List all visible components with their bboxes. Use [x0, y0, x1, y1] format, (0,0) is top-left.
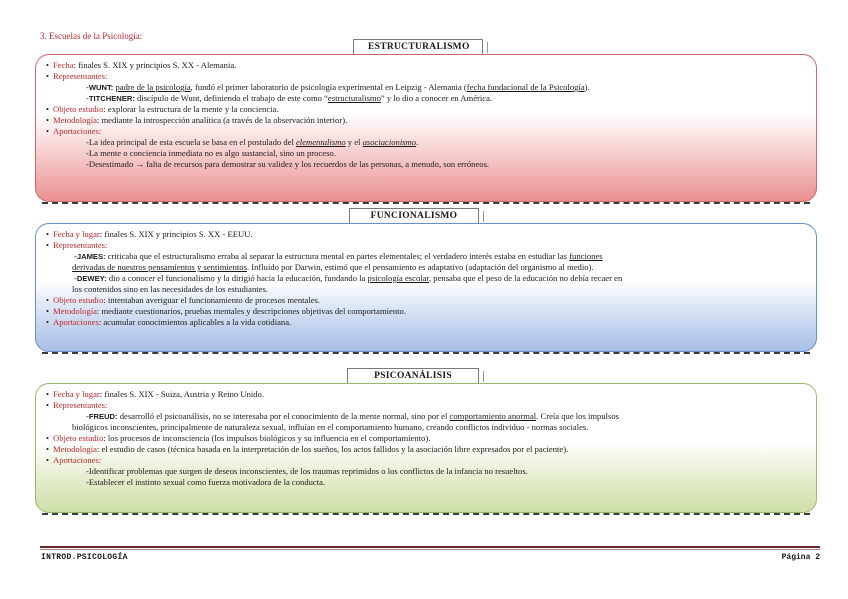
titchener-entry: -TITCHENER: discípulo de Wunt, definiendo el trabajo de este como “estructuralismo” y lo dio a conocer en América.: [86, 93, 493, 103]
estructuralismo-aportacion-2: -La mente o conciencia inmediata no es algo sustancial, sino un proceso.: [86, 148, 336, 158]
funcionalismo-representantes: • Representantes:: [46, 240, 108, 250]
estructuralismo-panel: [35, 54, 817, 202]
wunt-entry: -WUNT: padre de la psicología, fundó el primer laboratorio de psicología experimental en Leipzig - Alemania (fecha fundacional de la Psicología).: [86, 82, 590, 92]
freud-entry-cont: biológicos inconscientes, principalmente de naturaleza sexual, influían en el comportamiento humano, creando conflictos individuo - normas sociales.: [72, 422, 589, 432]
psicoanalisis-objeto: • Objeto estudio: los procesos de inconsciencia (los impulsos biológicos y su influencia en el comportamiento).: [46, 433, 431, 443]
footer-rule-thin: [40, 549, 820, 550]
estructuralismo-objeto: • Objeto estudio: explorar la estructura de la mente y la conciencia.: [46, 104, 279, 114]
footer-page-number: Página 2: [781, 553, 820, 562]
funcionalismo-title: FUNCIONALISMO: [349, 208, 479, 223]
estructuralismo-title: ESTRUCTURALISMO: [353, 39, 483, 54]
funcionalismo-metodologia: • Metodología: mediante cuestionarios, pruebas mentales y descripciones objetivas del comportamiento.: [46, 306, 406, 316]
panel-dash-border: [42, 513, 810, 515]
james-entry: -JAMES: criticaba que el estructuralismo erraba al separar la estructura mental en partes elementales; el verdadero interés estaba en estudiar las funciones: [74, 251, 603, 261]
estructuralismo-aportacion-1: -La idea principal de esta escuela se basa en el postulado del elementalismo y el asociacionismo.: [86, 137, 419, 147]
estructuralismo-fecha: • Fecha: finales S. XIX y principios S. XX - Alemania.: [46, 60, 237, 70]
psicoanalisis-fecha: • Fecha y lugar: finales S. XIX - Suiza, Austria y Reino Unido.: [46, 389, 264, 399]
psicoanalisis-representantes: • Representantes:: [46, 400, 108, 410]
psicoanalisis-metodologia: • Metodología: el estudio de casos (técnica basada en la interpretación de los sueños, los actos fallidos y la asociación libre expresados por el paciente).: [46, 444, 569, 454]
funcionalismo-aportaciones: • Aportaciones: acumular conocimientos aplicables a la vida cotidiana.: [46, 317, 292, 327]
estructuralismo-metodologia: • Metodología: mediante la introspección analítica (a través de la observación interior).: [46, 115, 348, 125]
estructuralismo-aportacion-3: -Desestimado → falta de recursos para demostrar su validez y los recuerdos de las personas, a menudo, son erróneos.: [86, 159, 490, 169]
estructuralismo-aportaciones: • Aportaciones:: [46, 126, 102, 136]
funcionalismo-panel: [35, 223, 817, 352]
dewey-entry-cont: los contenidos sino en las necesidades de los estudiantes.: [72, 284, 268, 294]
funcionalismo-objeto: • Objeto estudio: intentaban averiguar el funcionamiento de procesos mentales.: [46, 295, 321, 305]
estructuralismo-representantes: • Representantes:: [46, 71, 108, 81]
psicoanalisis-title: PSICOANÁLISIS: [347, 368, 479, 383]
psicoanalisis-aportacion-1: -Identificar problemas que surgen de deseos inconscientes, de los traumas reprimidos o los conflictos de la infancia no resueltos.: [86, 466, 528, 476]
dewey-entry: -DEWEY: dio a conocer el funcionalismo y la dirigió hacia la educación, fundando la psicología escolar, pensaba que el peso de la educación no debía recaer en: [74, 273, 623, 283]
psicoanalisis-aportacion-2: -Establecer el instinto sexual como fuerza motivadora de la conducta.: [86, 477, 326, 487]
section-heading: 3. Escuelas de la Psicología:: [40, 31, 143, 41]
footer-rule: [40, 546, 820, 548]
psicoanalisis-aportaciones: • Aportaciones:: [46, 455, 102, 465]
psicoanalisis-panel: [35, 383, 817, 513]
footer-course-title: INTROD.PSICOLOGÍA: [41, 553, 128, 562]
panel-dash-border: [42, 352, 810, 354]
funcionalismo-fecha: • Fecha y lugar: finales S. XIX y principios S. XX - EEUU.: [46, 229, 253, 239]
panel-dash-border: [42, 202, 810, 204]
freud-entry: -FREUD: desarrolló el psicoanálisis, no se interesaba por el conocimiento de la mente normal, sino por el comportamiento anormal. Creía que los impulsos: [86, 411, 620, 421]
james-entry-cont: derivadas de nuestros pensamientos y sentimientos. Influido por Darwin, estimó que el pensamiento es adaptativo (adaptación del organismo al medio).: [72, 262, 594, 272]
